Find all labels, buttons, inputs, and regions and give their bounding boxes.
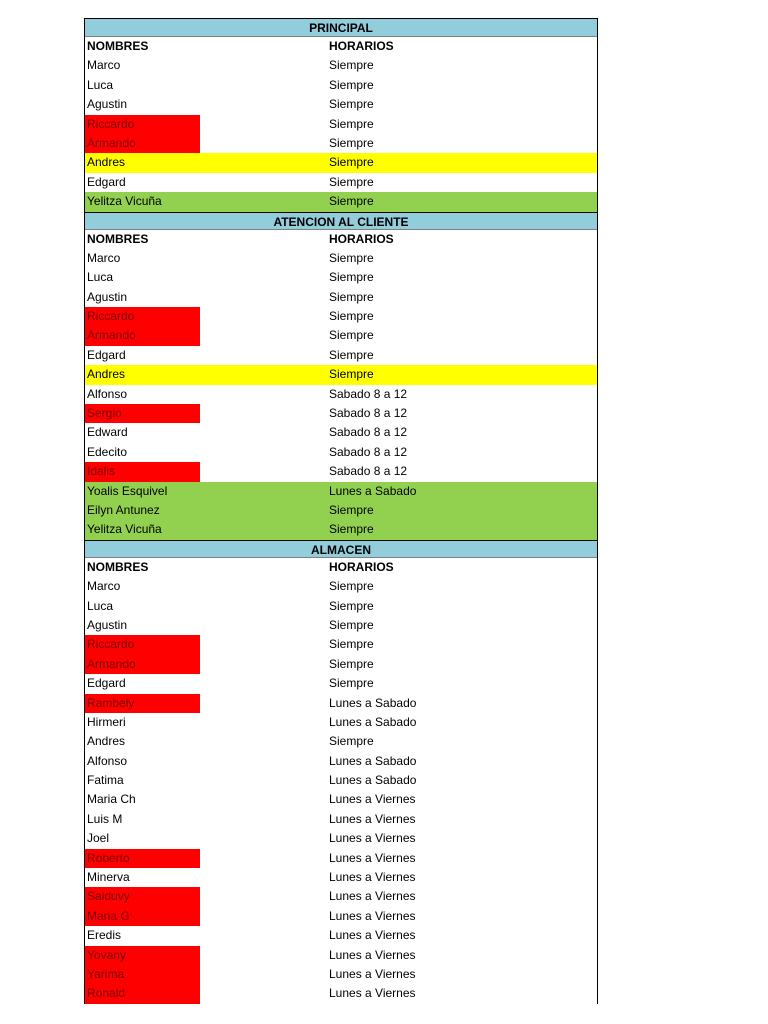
employee-name: Edgard	[87, 174, 126, 189]
employee-schedule: Lunes a Viernes	[329, 947, 416, 962]
employee-name: Luis M	[87, 811, 123, 826]
employee-name: Edgard	[87, 676, 126, 691]
section-principal	[85, 19, 597, 212]
table-row	[85, 423, 597, 442]
employee-schedule: Siempre	[329, 347, 374, 362]
employee-name: Luca	[87, 270, 114, 285]
employee-name: Rambely	[85, 694, 200, 713]
table-row	[85, 482, 597, 501]
employee-name: Riccardo	[85, 307, 200, 326]
employee-name: Riccardo	[85, 635, 200, 654]
table-row	[85, 829, 597, 848]
employee-name: Yoalis Esquivel	[87, 483, 168, 498]
table-row	[85, 307, 597, 326]
table-row	[85, 597, 597, 616]
table-row	[85, 635, 597, 654]
column-header-row	[85, 37, 597, 56]
employee-schedule: Siempre	[329, 270, 374, 285]
table-row	[85, 868, 597, 887]
table-row	[85, 462, 597, 481]
employee-schedule: Lunes a Viernes	[329, 966, 416, 981]
column-header-name: NOMBRES	[87, 559, 149, 574]
employee-schedule: Siempre	[329, 58, 374, 73]
section-almacen	[85, 540, 597, 1004]
table-row	[85, 577, 597, 596]
table-row	[85, 849, 597, 868]
employee-schedule: Sabado 8 a 12	[329, 464, 408, 479]
employee-name: Marco	[87, 250, 121, 265]
employee-name: Armando	[85, 326, 200, 345]
employee-name: Luca	[87, 598, 114, 613]
table-row	[85, 501, 597, 520]
employee-schedule: Siempre	[329, 598, 374, 613]
employee-schedule: Lunes a Viernes	[329, 811, 416, 826]
table-row	[85, 443, 597, 462]
employee-schedule: Lunes a Sabado	[329, 773, 417, 788]
employee-schedule: Lunes a Viernes	[329, 831, 416, 846]
column-header-schedule: HORARIOS	[329, 559, 394, 574]
employee-schedule: Lunes a Sabado	[329, 695, 417, 710]
employee-schedule: Siempre	[329, 734, 374, 749]
section-title: PRINCIPAL	[85, 19, 597, 37]
table-row	[85, 946, 597, 965]
table-row	[85, 385, 597, 404]
table-row	[85, 404, 597, 423]
table-row	[85, 694, 597, 713]
employee-schedule: Siempre	[329, 579, 374, 594]
section-title: ATENCION AL CLIENTE	[85, 212, 597, 230]
employee-name: Andres	[87, 155, 126, 170]
schedule-sheet	[84, 18, 598, 1004]
employee-schedule: Siempre	[329, 289, 374, 304]
employee-name: Yarima	[85, 965, 200, 984]
table-row	[85, 965, 597, 984]
employee-name: Maria G	[85, 907, 200, 926]
employee-name: Ronald	[85, 984, 200, 1003]
column-header-schedule: HORARIOS	[329, 39, 394, 53]
table-row	[85, 907, 597, 926]
employee-name: Fatima	[87, 773, 124, 788]
employee-name: Maria Ch	[87, 792, 136, 807]
employee-name: Eilyn Antunez	[87, 502, 160, 517]
employee-schedule: Siempre	[329, 328, 374, 343]
employee-schedule: Siempre	[329, 367, 374, 382]
table-row	[85, 115, 597, 134]
table-row	[85, 192, 597, 211]
column-header-name: NOMBRES	[87, 39, 149, 53]
employee-schedule: Lunes a Viernes	[329, 889, 416, 904]
employee-name: Luca	[87, 77, 114, 92]
table-row	[85, 173, 597, 192]
table-row	[85, 674, 597, 693]
employee-name: Marco	[87, 58, 121, 73]
employee-schedule: Lunes a Viernes	[329, 928, 416, 943]
employee-schedule: Siempre	[329, 194, 374, 209]
employee-name: Yelitza Vicuña	[87, 194, 162, 209]
table-row	[85, 752, 597, 771]
employee-schedule: Siempre	[329, 617, 374, 632]
employee-name: Andres	[87, 734, 126, 749]
employee-schedule: Lunes a Sabado	[329, 753, 417, 768]
table-row	[85, 887, 597, 906]
table-row	[85, 346, 597, 365]
table-row	[85, 326, 597, 345]
table-row	[85, 153, 597, 172]
column-header-name: NOMBRES	[87, 231, 149, 246]
employee-name: Andres	[87, 367, 126, 382]
section-atencion-al-cliente	[85, 212, 597, 540]
employee-name: Marco	[87, 579, 121, 594]
table-row	[85, 95, 597, 114]
employee-name: Agustin	[87, 289, 128, 304]
employee-schedule: Lunes a Viernes	[329, 870, 416, 885]
employee-schedule: Siempre	[329, 174, 374, 189]
employee-name: Agustin	[87, 97, 128, 112]
employee-name: Alfonso	[87, 386, 128, 401]
employee-name: Edgard	[87, 347, 126, 362]
employee-schedule: Siempre	[329, 135, 374, 150]
table-row	[85, 810, 597, 829]
section-title: ALMACEN	[85, 540, 597, 558]
table-row	[85, 520, 597, 539]
employee-name: Saiduvy	[85, 887, 200, 906]
employee-schedule: Siempre	[329, 637, 374, 652]
column-header-schedule: HORARIOS	[329, 231, 394, 246]
employee-name: Edecito	[87, 444, 128, 459]
column-header-row	[85, 230, 597, 249]
employee-schedule: Siempre	[329, 676, 374, 691]
table-row	[85, 984, 597, 1003]
employee-schedule: Sabado 8 a 12	[329, 406, 408, 421]
employee-schedule: Lunes a Viernes	[329, 850, 416, 865]
employee-name: Joel	[87, 831, 110, 846]
table-row	[85, 790, 597, 809]
employee-name: Alfonso	[87, 753, 128, 768]
employee-schedule: Siempre	[329, 656, 374, 671]
employee-schedule: Lunes a Viernes	[329, 792, 416, 807]
table-row	[85, 134, 597, 153]
employee-schedule: Siempre	[329, 522, 374, 537]
employee-name: Armando	[85, 134, 200, 153]
table-row	[85, 288, 597, 307]
employee-name: Idalis	[85, 462, 200, 481]
employee-name: Yelitza Vicuña	[87, 522, 162, 537]
employee-name: Roberto	[85, 849, 200, 868]
table-row	[85, 771, 597, 790]
employee-schedule: Lunes a Viernes	[329, 986, 416, 1001]
employee-schedule: Siempre	[329, 250, 374, 265]
employee-name: Minerva	[87, 870, 130, 885]
employee-schedule: Siempre	[329, 97, 374, 112]
table-row	[85, 365, 597, 384]
employee-name: Eredis	[87, 928, 122, 943]
employee-schedule: Lunes a Sabado	[329, 714, 417, 729]
employee-schedule: Siempre	[329, 155, 374, 170]
table-row	[85, 655, 597, 674]
table-row	[85, 713, 597, 732]
table-row	[85, 732, 597, 751]
table-row	[85, 249, 597, 268]
employee-schedule: Sabado 8 a 12	[329, 386, 408, 401]
employee-schedule: Lunes a Viernes	[329, 908, 416, 923]
employee-name: Edward	[87, 425, 128, 440]
employee-schedule: Siempre	[329, 116, 374, 131]
column-header-row	[85, 558, 597, 577]
employee-schedule: Sabado 8 a 12	[329, 444, 408, 459]
table-row	[85, 268, 597, 287]
employee-schedule: Siempre	[329, 309, 374, 324]
employee-schedule: Siempre	[329, 502, 374, 517]
employee-name: Yovany	[85, 946, 200, 965]
table-row	[85, 76, 597, 95]
employee-schedule: Lunes a Sabado	[329, 483, 417, 498]
employee-name: Hirmeri	[87, 714, 126, 729]
employee-schedule: Siempre	[329, 77, 374, 92]
employee-schedule: Sabado 8 a 12	[329, 425, 408, 440]
employee-name: Armando	[85, 655, 200, 674]
employee-name: Riccardo	[85, 115, 200, 134]
table-row	[85, 56, 597, 75]
table-row	[85, 926, 597, 945]
table-row	[85, 616, 597, 635]
employee-name: Sergio	[85, 404, 200, 423]
employee-name: Agustin	[87, 617, 128, 632]
